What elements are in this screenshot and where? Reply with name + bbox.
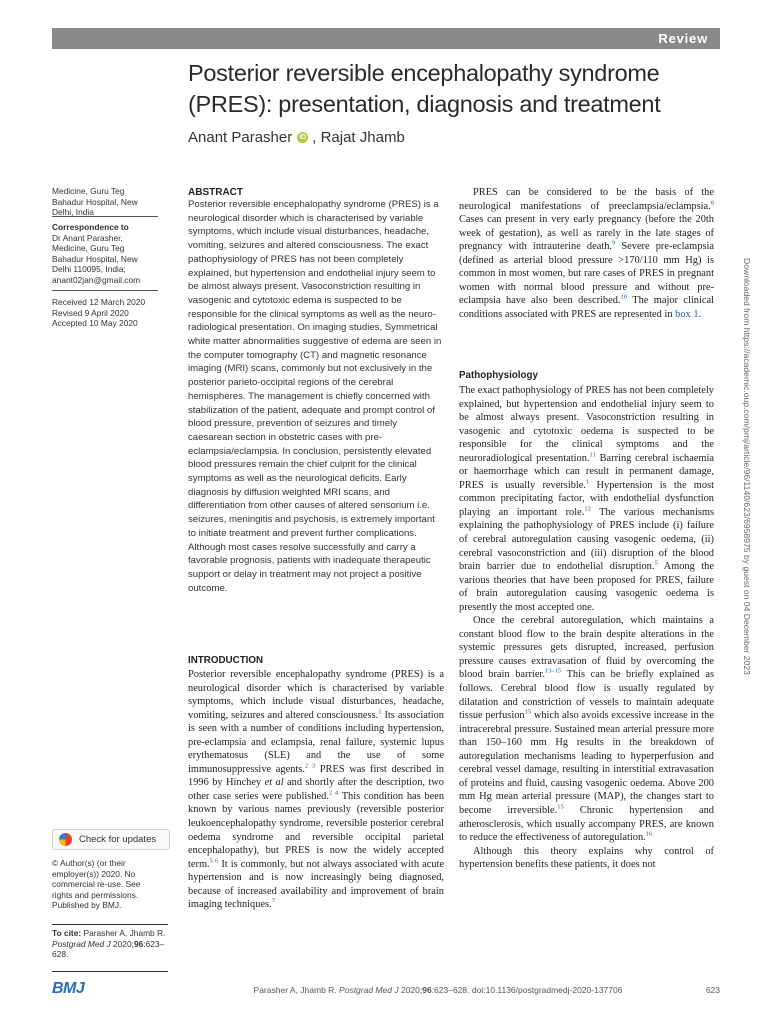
reference-link[interactable]: 10 <box>620 293 628 301</box>
text-run: Hypertension is the most common precipitating factor, with endothelial dysfunction playing an important role. <box>459 479 714 518</box>
reference-link[interactable]: 11 <box>589 451 596 459</box>
date-received: Received 12 March 2020 <box>52 297 146 307</box>
section-label: Review <box>658 31 708 46</box>
introduction-text <box>188 668 444 912</box>
text-run: The exact pathophysiology of PRES has not been completely explained, but hypertension and endothelial injury seem to be almost always present. Vasoconstriction resulting in vasogenic and cytotoxic oedema is suspected to be responsible for the clinical symptoms and the neuroradiological presentation. <box>459 385 714 464</box>
crossmark-icon <box>59 833 72 846</box>
reference-link[interactable]: 7 <box>271 897 275 905</box>
check-updates-label: Check for updates <box>79 834 157 845</box>
bmj-logo[interactable]: BMJ <box>52 980 85 997</box>
author-separator: , <box>312 129 317 146</box>
divider <box>52 216 158 217</box>
article-dates <box>52 297 158 329</box>
pathophysiology-text <box>459 384 714 872</box>
date-accepted: Accepted 10 May 2020 <box>52 318 138 329</box>
reference-link[interactable]: 16 <box>645 830 653 838</box>
text-run: This can be briefly explained as follows. Cerebral blood flow is usually regulated by dilatation and constriction of vessels to maintain adequate tissue perfusion <box>459 669 714 722</box>
text-run: 96 <box>422 985 432 995</box>
author-name[interactable]: Anant Parasher <box>188 129 293 146</box>
text-run: Postgrad Med J <box>339 985 399 995</box>
reference-link[interactable]: 8 <box>710 199 714 207</box>
abstract-text: Posterior reversible encephalopathy syndrome (PRES) is a neurological disorder which is characterised by variable symptoms, which include visual disturbances, headache, vomiting, seizures and altered consciousness. The exact pathophysiology of PRES has not been completely explained, but hypertension and endothelial injury seem to be almost always present. Vasoconstriction resulting in vasogenic and cytotoxic edema is suspected to be responsible for the clinical symptoms as well as the neuro-radiological presentation. On imaging studies, Symmetrical white matter abnormalities suggestive of edema are seen in the computer tomography (CT) and magnetic resonance imaging (MRI) scans, commonly but not exclusively in the posterior parieto-occipital regions of the cerebral hemispheres. The management is chiefly concerned with stabilization of the patient, adequate and prompt control of blood pressure, prevention of seizures and timely caesarean section in obstetric cases with pre-eclampsia/eclampsia. In conclusion, persistently elevated blood pressures remain the chief culprit for the clinical symptoms as well as the neurological deficits. Early diagnosis by diffusion weighted MRI scans, and differentiation from other causes of altered sensorium i.e. seizures, meningitis and psychosis, is extremely important to initiate treatment and prevent further complications. Although most cases resolve successfully and carry a favorable prognosis, patients with inadequate therapeutic support or delay in treatment may not project a positive outcome. <box>188 199 442 594</box>
orcid-icon[interactable]: iD <box>299 134 307 141</box>
text-run: The various mechanisms explaining the pathophysiology of PRES include (i) failure of cerebral autoregulation causing vasogenic oedema, (ii) cerebral vasoconstriction and (iii) disruption of the blood brain barrier due to endothelial disruption. <box>459 506 715 573</box>
pathophysiology-heading: Pathophysiology <box>459 370 538 381</box>
text-run: Once the cerebral autoregulation, which maintains a constant blood flow to the brain despite alterations in the systemic pressures gets disrupted, increased, perfusion pressure causes extravasation of fluid by overcoming the blood brain barrier. <box>459 615 714 681</box>
text-run: Barring cerebral ischaemia or haemorrhage which can result in permanent damage, PRES is usually reversible. <box>459 452 714 491</box>
copyright-notice: © Author(s) (or their employer(s)) 2020. No commercial re-use. See rights and permissions. Published by BMJ. <box>52 858 141 911</box>
text-run: PRES can be considered to be the basis of the neurological manifestations of preeclampsia/eclampsia. <box>459 187 714 212</box>
reference-link[interactable]: 15 <box>557 803 564 811</box>
text-run: It is commonly, but not always associated with acute hypertension and is now increasingly being diagnosed, because of increased availability and improvement of brain imaging techniques. <box>188 858 445 911</box>
reference-link[interactable]: 1 <box>378 708 382 716</box>
reference-link[interactable]: 9 <box>612 239 616 247</box>
text-run: :623–628. doi:10.1136/postgradmedj-2020-137706 <box>431 985 623 995</box>
text-run: and shortly after the description, two other case series were published. <box>188 777 445 802</box>
text-run: Its association is seen with a number of conditions including hypertension, pre-eclampsia and eclampsia, renal failure, systemic lupus erythematosus (SLE) and the use of some immunosuppressive agents. <box>188 709 444 775</box>
section-banner <box>52 28 720 49</box>
text-run: This condition has been known by various names previously (reversible posterior leukoencephalopathy syndrome, reversible posterior cerebral oedema syndrome and reversible occipital parietal encephalopathy), but PRES is now the widely accepted term. <box>188 790 445 870</box>
introduction-heading: INTRODUCTION <box>188 655 264 666</box>
correspondence-text: Dr Anant Parasher, Medicine, Guru Teg Bahadur Hospital, New Delhi 110095, India; anant02jan@gmail.com <box>52 232 141 285</box>
cite-label: To cite: <box>52 928 82 938</box>
text-run: Although this theory explains why control of hypertension benefits these patients, it does not <box>459 845 714 871</box>
reference-link[interactable]: 1 <box>586 478 590 486</box>
text-run: 2020; <box>110 938 134 949</box>
text-run: Chronic hypertension and atherosclerosis, which usually accompany PRES, are known to reduce the effectiveness of autoregulation. <box>459 804 714 844</box>
author-list <box>188 129 688 146</box>
reference-link[interactable]: 5 6 <box>209 857 219 865</box>
reference-link[interactable]: 2 3 <box>304 762 316 770</box>
text-run: 96 <box>133 938 144 949</box>
page-footer <box>188 985 688 995</box>
reference-link[interactable]: 5 <box>654 559 658 567</box>
reference-link[interactable]: 15 <box>524 708 532 716</box>
text-run: Severe pre-eclampsia (defined as arterial blood pressure >170/110 mm Hg) is common in most women, but rare cases of PRES in pregnant women with normal blood pressure and without pre-eclampsia have also been described. <box>459 241 714 307</box>
right-column-intro <box>459 186 714 321</box>
author-name[interactable]: Rajat Jhamb <box>320 129 405 146</box>
article-title: Posterior reversible encephalopathy syndrome (PRES): presentation, diagnosis and treatment <box>188 60 661 117</box>
text-run: PRES was first described in 1996 by Hinchey <box>188 763 444 789</box>
reference-link[interactable]: 13–15 <box>544 668 562 676</box>
reference-link[interactable]: 2 4 <box>328 789 339 797</box>
box-link[interactable]: box 1 <box>675 308 699 320</box>
citation-box <box>52 924 168 972</box>
check-for-updates-button[interactable] <box>52 829 170 850</box>
text-run: Parasher A, Jhamb R. <box>253 985 340 995</box>
text-run: Parasher A, Jhamb R. <box>81 928 166 938</box>
abstract-heading: ABSTRACT <box>188 187 243 198</box>
text-run: Posterior reversible encephalopathy syndrome (PRES) is a neurological disorder which is characterised by variable symptoms, which include visual disturbances, headache, vomiting, seizures and altered consciousness. <box>188 669 444 721</box>
correspondence-heading: Correspondence to <box>52 222 129 232</box>
page-number: 623 <box>705 985 720 995</box>
text-run: 2020; <box>398 985 423 995</box>
text-run: . <box>698 308 702 320</box>
divider <box>52 290 158 291</box>
text-run: Among the various theories that have been proposed for PRES, failure of brain autoregulation causing vasogenic oedema is presently the most accepted one. <box>459 561 714 613</box>
reference-link[interactable]: 12 <box>584 505 591 513</box>
download-watermark: Downloaded from https://academic.oup.com/pmj/article/96/1140/623/6958975 by guest on 04 December 2023 <box>742 258 752 675</box>
text-run: et al <box>264 777 284 789</box>
text-run: Cases can present in very early pregnancy (before the 20th week of gestation), as well as rarely in the late stages of pregnancy with intrauterine death. <box>459 214 714 253</box>
correspondence-block <box>52 222 158 286</box>
text-run: The major clinical conditions associated with PRES are represented in <box>459 295 714 320</box>
text-run: Postgrad Med J <box>52 938 111 949</box>
date-revised: Revised 9 April 2020 <box>52 307 129 318</box>
affiliation: Medicine, Guru Teg Bahadur Hospital, New Delhi, India <box>52 186 138 218</box>
text-run: which also avoids excessive increase in the intracerebral pressure. Sustained mean arterial pressure more than 150–160 mm Hg results in the breakdown of autoregulation mechanisms leading to hyperperfusion and cerebral vessel damage, resulting in interstitial extravasation of proteins and fluid, causing vasogenic oedema. Above 200 mm Hg mean arterial pressure (MAP), the changes start to become irreversible. <box>459 710 714 816</box>
text-run: :623–628. <box>52 938 165 960</box>
